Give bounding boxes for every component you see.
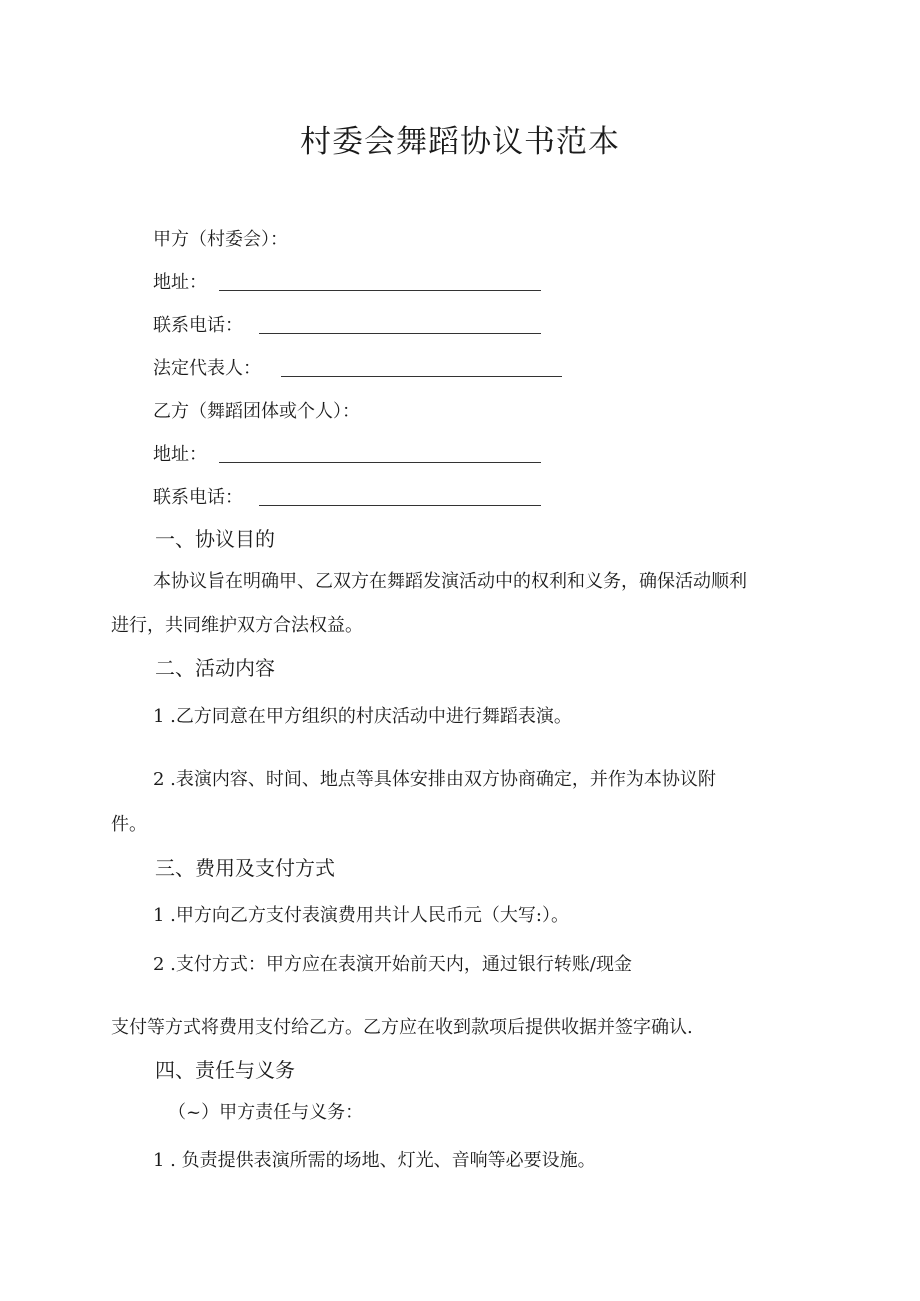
party-a-rep-label: 法定代表人： <box>153 358 261 379</box>
section4-sub1: （~）甲方责任与义务： <box>168 1102 364 1123</box>
party-b-phone-label: 联系电话： <box>153 487 243 508</box>
section1-heading: 一、协议目的 <box>155 527 275 551</box>
section1-body-line2: 进行，共同维护双方合法权益。 <box>111 615 363 636</box>
section3-heading: 三、费用及支付方式 <box>155 856 335 880</box>
section2-heading: 二、活动内容 <box>155 656 275 680</box>
section4-heading: 四、责任与义务 <box>155 1058 295 1082</box>
section1-body-line1: 本协议旨在明确甲、乙双方在舞蹈发演活动中的权利和义务，确保活动顺利 <box>153 571 747 592</box>
section2-item1: 1 .乙方同意在甲方组织的村庆活动中进行舞蹈表演。 <box>153 706 572 727</box>
party-a-heading: 甲方（村委会）： <box>153 229 288 250</box>
section2-item2-line1: 2 .表演内容、时间、地点等具体安排由双方协商确定，并作为本协议附 <box>153 769 716 790</box>
party-b-address-blank <box>219 462 541 463</box>
section3-item1: 1 .甲方向乙方支付表演费用共计人民币元（大写:）。 <box>153 905 569 926</box>
party-b-address-label: 地址： <box>153 444 207 465</box>
section3-item2-line1: 2 .支付方式：甲方应在表演开始前天内，通过银行转账/现金 <box>153 954 632 975</box>
document-title: 村委会舞蹈协议书范本 <box>300 124 620 160</box>
party-a-phone-blank <box>259 333 541 334</box>
party-a-address-blank <box>219 290 541 291</box>
party-a-address-label: 地址： <box>153 272 207 293</box>
party-a-rep-blank <box>281 376 562 377</box>
section4-item1: 1 . 负责提供表演所需的场地、灯光、音响等必要设施。 <box>153 1150 596 1171</box>
section3-item2-line2: 支付等方式将费用支付给乙方。乙方应在收到款项后提供收据并签字确认. <box>111 1017 693 1038</box>
section2-item2-line2: 件。 <box>111 814 147 835</box>
party-a-phone-label: 联系电话： <box>153 315 243 336</box>
party-b-heading: 乙方（舞蹈团体或个人）： <box>153 401 360 422</box>
party-b-phone-blank <box>259 505 541 506</box>
